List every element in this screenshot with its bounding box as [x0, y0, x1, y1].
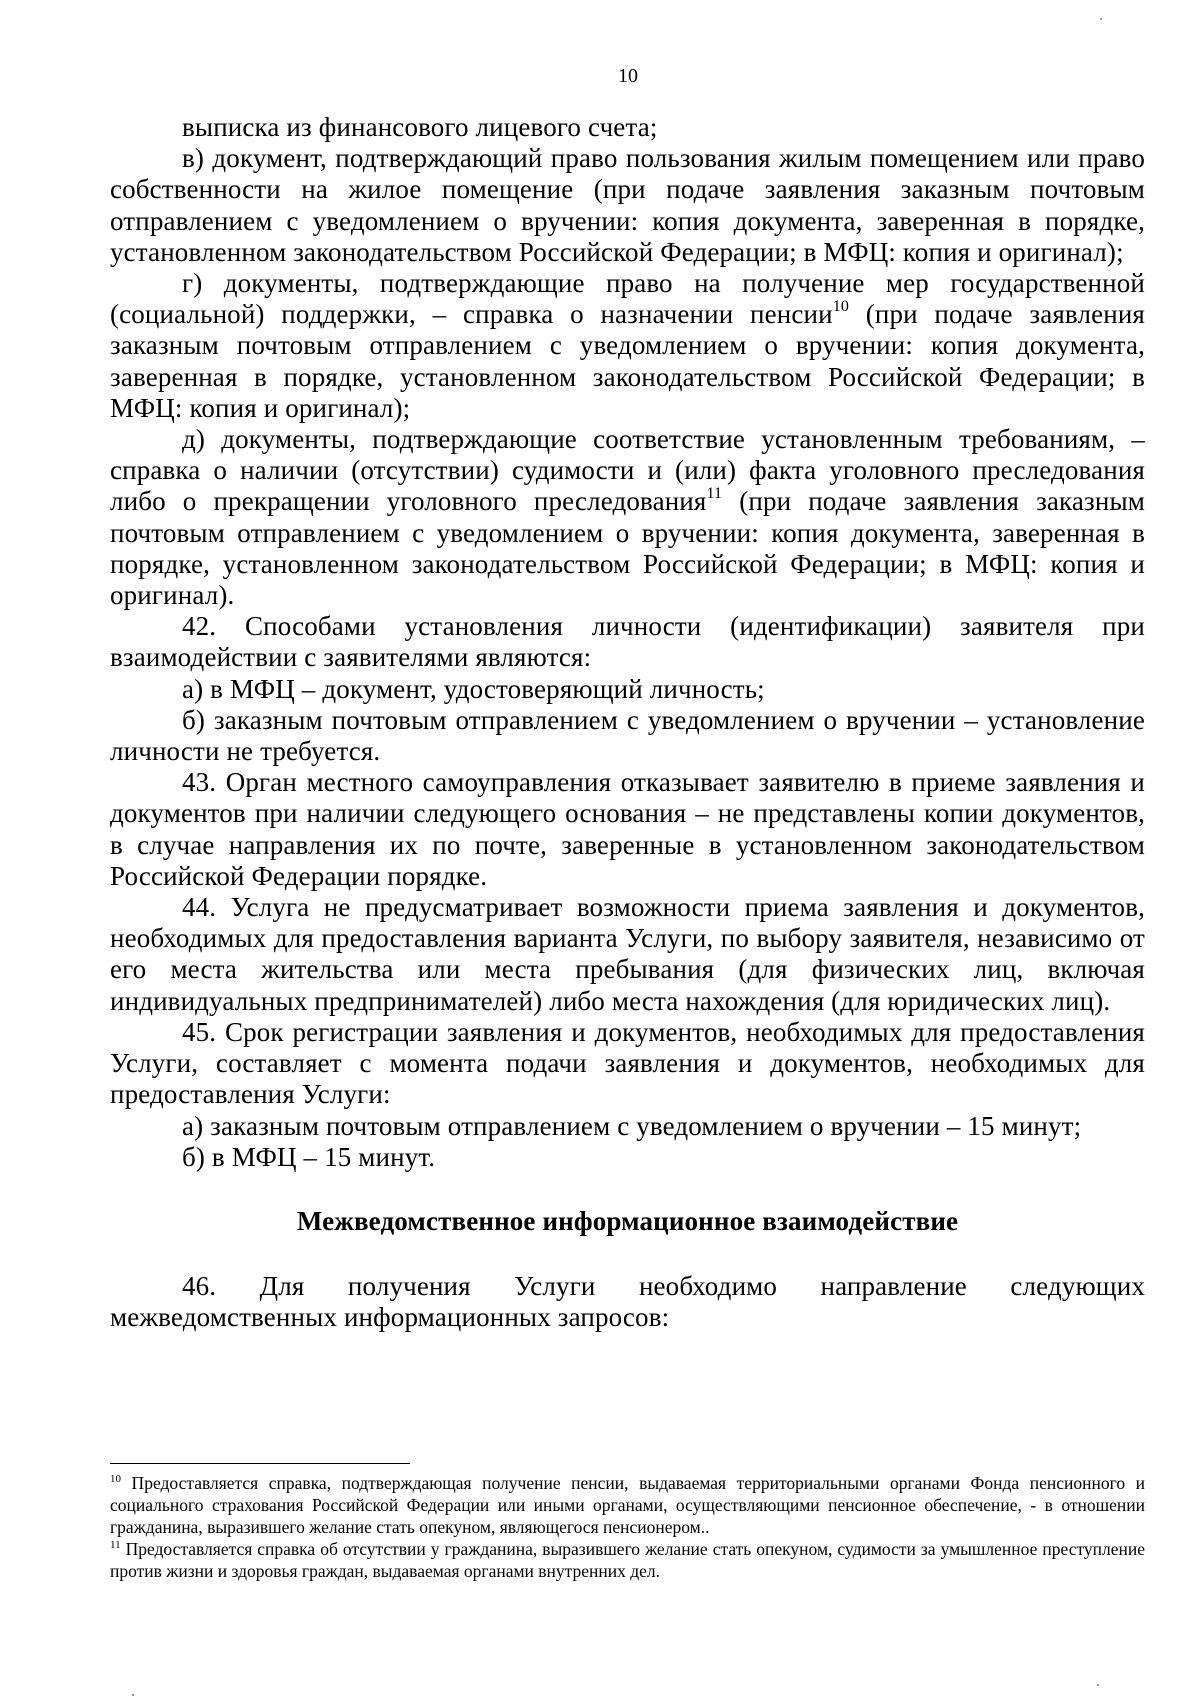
footnote-10 — [110, 1472, 1145, 1538]
footnote-text: Предоставляется справка, подтверждающая получение пенсии, выдаваемая территориальными органами Фонда пенсионного и социального страхования Российской Федерации или иными органами, осуществляющими пенсионное обеспечение, - в отношении гражданина, выразившего желание стать опекуном, являющегося пенсионером.. — [110, 1473, 1145, 1537]
paragraph-item-v: в) документ, подтверждающий право пользования жилым помещением или право собственности на жилое помещение (при подаче заявления заказным почтовым отправлением с уведомлением о вручении: копия документа, заверенная в порядке, установленном законодательством Российской Федерации; в МФЦ: копия и оригинал); — [110, 143, 1145, 267]
footnote-text: Предоставляется справка об отсутствии у гражданина, выразившего желание стать опекуном, судимости за умышленное преступление против жизни и здоровья граждан, выдаваемая органами внутренних дел. — [110, 1539, 1145, 1581]
footnote-ref-11: 11 — [706, 485, 723, 503]
paragraph-46: 46. Для получения Услуги необходимо направление следующих межведомственных информационных запросов: — [110, 1270, 1145, 1333]
paragraph-item-g-text-end: (при подаче заявления заказным почтовым отправлением с уведомлением о вручении: копия документа, заверенная в порядке, установленном законодательством Российской Федерации; в МФЦ: копия и оригинал); — [110, 299, 1145, 423]
paragraph-45: 45. Срок регистрации заявления и документов, необходимых для предоставления Услуги, составляет с момента подачи заявления и документов, необходимых для предоставления Услуги: — [110, 1016, 1145, 1110]
footnote-mark: 10 — [110, 1473, 121, 1485]
paragraph-item-g-text-start: г) документы, подтверждающие право на получение мер государственной (социальной) поддержки, – справка о назначении пенсии — [110, 268, 1145, 330]
paragraph-42: 42. Способами установления личности (идентификации) заявителя при взаимодействии с заявителями являются: — [110, 611, 1145, 673]
footnote-ref-10: 10 — [832, 298, 849, 316]
footnote-11 — [110, 1538, 1145, 1582]
paragraph-item-g — [110, 268, 1145, 424]
section-heading: Межведомственное информационное взаимодействие — [296, 1205, 959, 1236]
paragraph-item-d-text-start: д) документы, подтверждающие соответствие установленным требованиям, – справка о наличии (отсутствии) судимости и (или) факта уголовного преследования либо о прекращении уголовного преследования — [110, 424, 1145, 517]
paragraph-42-b: б) заказным почтовым отправлением с уведомлением о вручении – установление личности не требуется. — [110, 704, 1145, 767]
paragraph-account-extract: выписка из финансового лицевого счета; — [182, 112, 658, 142]
footnotes — [110, 1472, 1145, 1582]
paragraph-45-a: а) заказным почтовым отправлением с уведомлением о вручении – 15 минут; — [182, 1110, 1082, 1141]
paragraph-44: 44. Услуга не предусматривает возможности приема заявления и документов, необходимых для предоставления варианта Услуги, по выбору заявителя, независимо от его места жительства или места пребывания (для физических лиц, включая индивидуальных предпринимателей) либо места нахождения (для юридических лиц). — [110, 892, 1145, 1016]
footnote-separator — [110, 1463, 410, 1464]
page-number: 10 — [618, 65, 638, 87]
paragraph-43: 43. Орган местного самоуправления отказывает заявителю в приеме заявления и документов при наличии следующего основания – не представлены копии документов, в случае направления их по почте, заверенные в установленном законодательством Российской Федерации порядке. — [110, 767, 1145, 891]
paragraph-42-a: а) в МФЦ – документ, удостоверяющий личность; — [182, 673, 765, 704]
scan-artifact — [1097, 1684, 1099, 1686]
paragraph-45-b: б) в МФЦ – 15 минут. — [182, 1141, 436, 1172]
paragraph-item-d-text-end: (при подаче заявления заказным почтовым отправлением с уведомлением о вручении: копия документа, заверенная в порядке, установленном законодательством Российской Федерации; в МФЦ: копия и оригинал). — [110, 486, 1145, 611]
scan-artifact — [132, 1694, 134, 1696]
scan-artifact — [1100, 18, 1102, 20]
document-body — [110, 112, 1145, 1333]
footnote-mark: 11 — [110, 1539, 121, 1551]
paragraph-item-d — [110, 424, 1145, 611]
